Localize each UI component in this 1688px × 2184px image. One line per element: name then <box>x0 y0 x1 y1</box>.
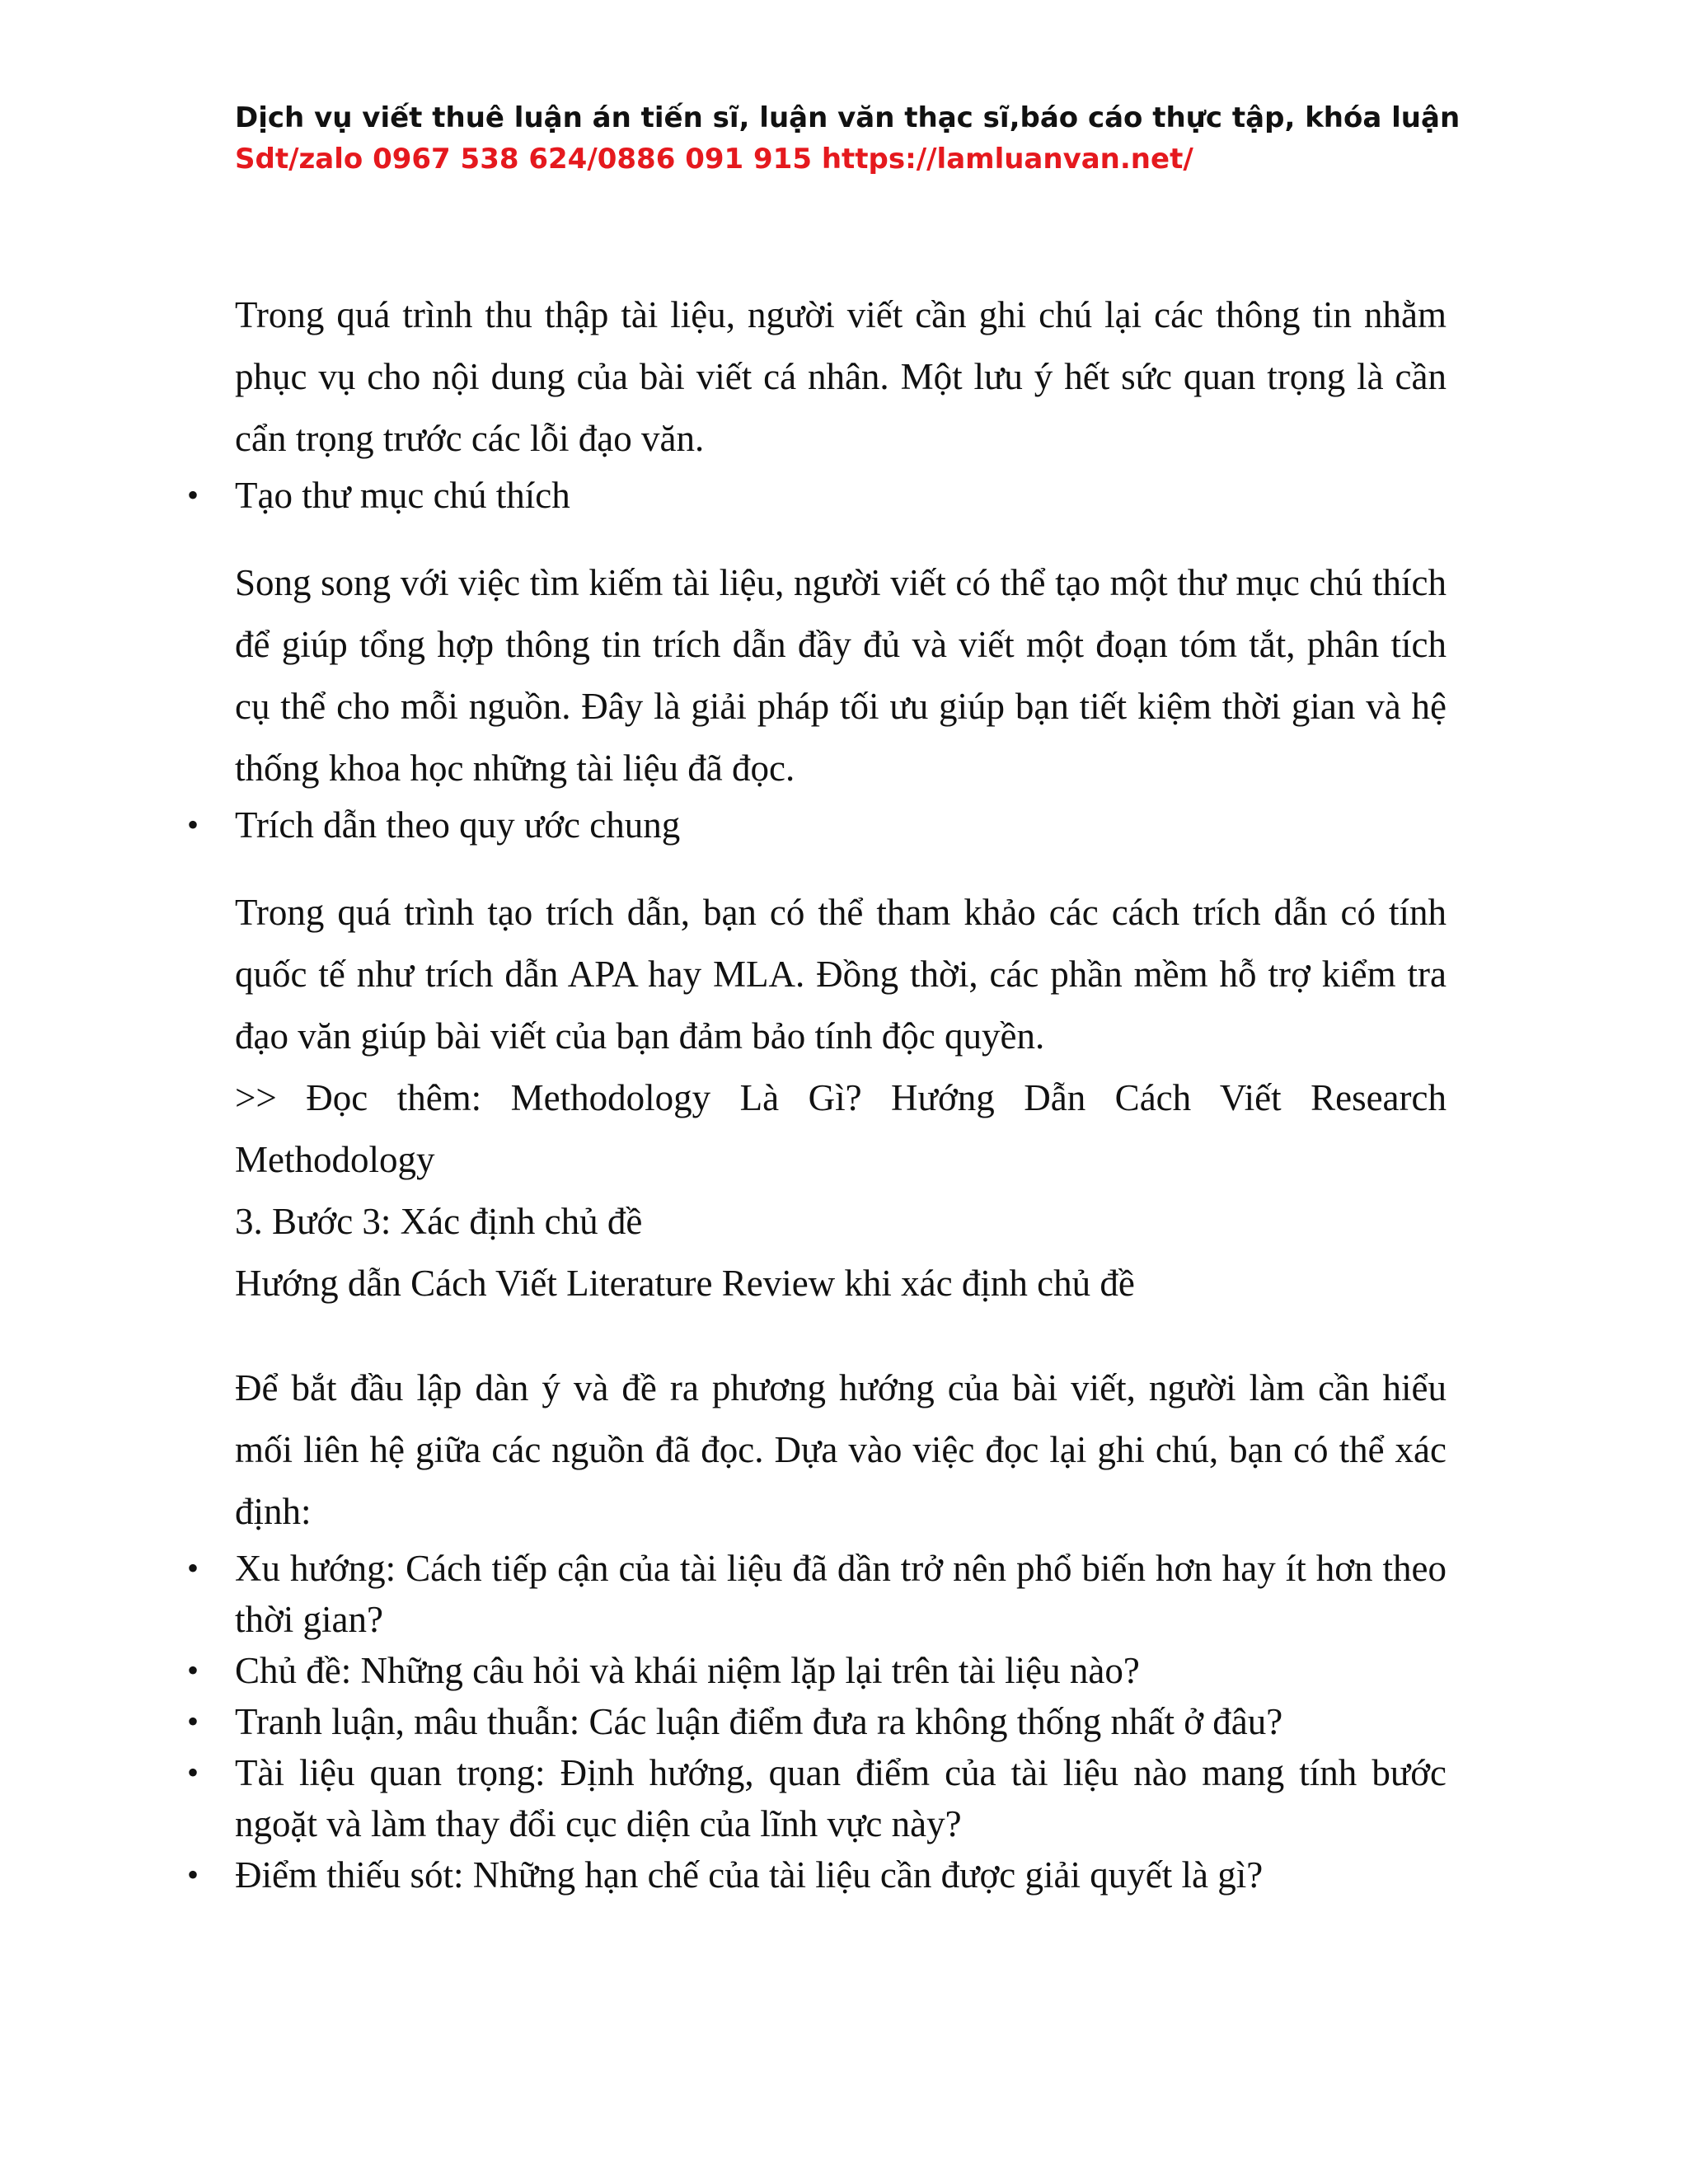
bullet-icon: • <box>187 1703 199 1740</box>
bullet-icon: • <box>187 1652 199 1689</box>
list-item-text: Chủ đề: Những câu hỏi và khái niệm lặp lại trên tài liệu nào? <box>235 1650 1140 1691</box>
page-header <box>235 97 1471 180</box>
list-item-text: Tranh luận, mâu thuẫn: Các luận điểm đưa ra không thống nhất ở đâu? <box>235 1701 1283 1742</box>
header-service-line: Dịch vụ viết thuê luận án tiến sĩ, luận văn thạc sĩ,báo cáo thực tập, khóa luận <box>235 101 1461 134</box>
list-item <box>187 1696 1447 1747</box>
paragraph-relationships: Để bắt đầu lập dàn ý và đề ra phương hướng của bài viết, người làm cần hiểu mối liên hệ giữa các nguồn đã đọc. Dựa vào việc đọc lại ghi chú, bạn có thể xác định: <box>235 1367 1447 1532</box>
section-subheading: Hướng dẫn Cách Viết Literature Review khi xác định chủ đề <box>235 1263 1135 1304</box>
paragraph-annotated-bibliography: Song song với việc tìm kiếm tài liệu, người viết có thể tạo một thư mục chú thích để giúp tổng hợp thông tin trích dẫn đầy đủ và viết một đoạn tóm tắt, phân tích cụ thể cho mỗi nguồn. Đây là giải pháp tối ưu giúp bạn tiết kiệm thời gian và hệ thống khoa học những tài liệu đã đọc. <box>235 562 1447 789</box>
bullet-item <box>187 470 1447 521</box>
paragraph-note-taking: Trong quá trình thu thập tài liệu, người viết cần ghi chú lại các thông tin nhằm phục vụ cho nội dung của bài viết cá nhân. Một lưu ý hết sức quan trọng là cần cẩn trọng trước các lỗi đạo văn. <box>235 294 1447 459</box>
list-item-text: Tài liệu quan trọng: Định hướng, quan điểm của tài liệu nào mang tính bước ngoặt và làm thay đổi cục diện của lĩnh vực này? <box>235 1752 1447 1844</box>
bullet-icon: • <box>187 1754 199 1791</box>
document-body <box>187 284 1447 1900</box>
step-heading: 3. Bước 3: Xác định chủ đề <box>235 1201 643 1242</box>
bullet-icon: • <box>187 1549 199 1586</box>
list-item-text: Xu hướng: Cách tiếp cận của tài liệu đã dần trở nên phổ biến hơn hay ít hơn theo thời gian? <box>235 1548 1447 1640</box>
list-item <box>187 1747 1447 1849</box>
bullet-label: Tạo thư mục chú thích <box>235 475 570 516</box>
list-item <box>187 1543 1447 1645</box>
list-item-text: Điểm thiếu sót: Những hạn chế của tài liệu cần được giải quyết là gì? <box>235 1854 1264 1896</box>
bullet-label: Trích dẫn theo quy ước chung <box>235 804 681 846</box>
bullet-icon: • <box>187 476 199 513</box>
paragraph-citation: Trong quá trình tạo trích dẫn, bạn có thể tham khảo các cách trích dẫn có tính quốc tế như trích dẫn APA hay MLA. Đồng thời, các phần mềm hỗ trợ kiểm tra đạo văn giúp bài viết của bạn đảm bảo tính độc quyền. <box>235 892 1447 1057</box>
bullet-icon: • <box>187 1856 199 1893</box>
read-more-link[interactable]: >> Đọc thêm: Methodology Là Gì? Hướng Dẫn Cách Viết Research Methodology <box>235 1077 1447 1180</box>
header-contact-line: Sdt/zalo 0967 538 624/0886 091 915 https://lamluanvan.net/ <box>235 143 1193 176</box>
bullet-icon: • <box>187 806 199 843</box>
list-item <box>187 1849 1447 1900</box>
list-item <box>187 1645 1447 1696</box>
bullet-item <box>187 799 1447 851</box>
